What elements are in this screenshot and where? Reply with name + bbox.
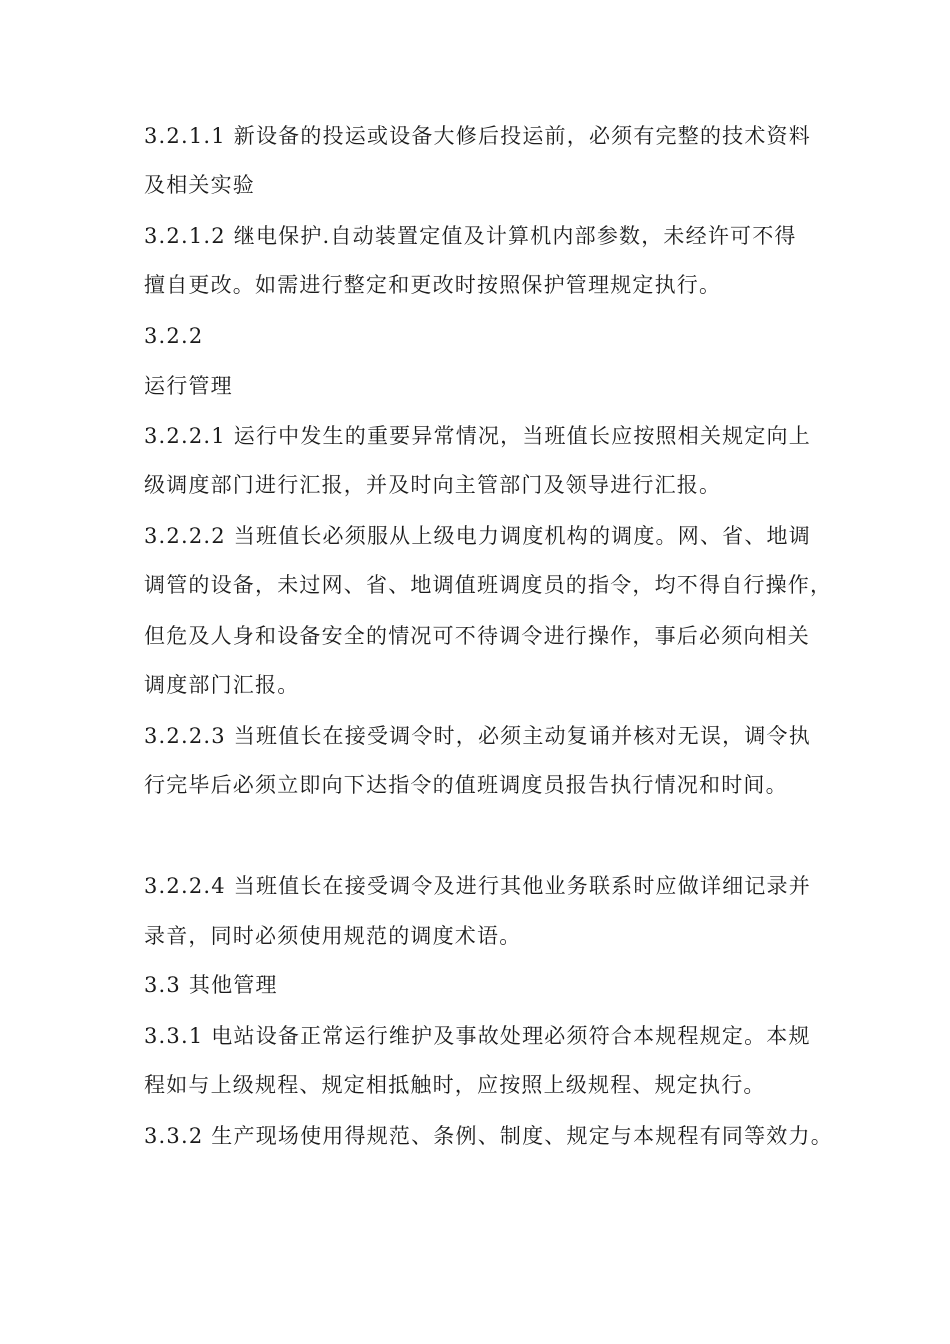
paragraph-line: 擅自更改。如需进行整定和更改时按照保护管理规定执行。 (144, 273, 722, 297)
paragraph-line: 3.2.2.1 运行中发生的重要异常情况，当班值长应按照相关规定向上 (144, 424, 811, 448)
paragraph-line: 3.2.2.3 当班值长在接受调令时，必须主动复诵并核对无误，调令执 (144, 724, 811, 748)
paragraph-line: 程如与上级规程、规定相抵触时，应按照上级规程、规定执行。 (144, 1073, 766, 1097)
paragraph-line: 调度部门汇报。 (144, 673, 300, 697)
paragraph-line: 及相关实验 (144, 173, 255, 197)
paragraph-line: 调管的设备，未过网、省、地调值班调度员的指令，均不得自行操作， (144, 573, 833, 597)
paragraph-line: 3.2.2.4 当班值长在接受调令及进行其他业务联系时应做详细记录并 (144, 874, 811, 898)
paragraph-line: 3.3.1 电站设备正常运行维护及事故处理必须符合本规程规定。本规 (144, 1024, 811, 1048)
paragraph-line: 3.2.1.1 新设备的投运或设备大修后投运前，必须有完整的技术资料 (144, 124, 811, 148)
paragraph-line: 录音，同时必须使用规范的调度术语。 (144, 924, 522, 948)
section-heading: 运行管理 (144, 374, 233, 398)
section-heading: 3.3 其他管理 (144, 973, 278, 997)
section-number: 3.2.2 (144, 324, 204, 348)
paragraph-line: 3.2.2.2 当班值长必须服从上级电力调度机构的调度。网、省、地调 (144, 524, 811, 548)
paragraph-line: 但危及人身和设备安全的情况可不待调令进行操作，事后必须向相关 (144, 624, 810, 648)
paragraph-line: 3.3.2 生产现场使用得规范、条例、制度、规定与本规程有同等效力。 (144, 1124, 833, 1148)
paragraph-line: 3.2.1.2 继电保护.自动装置定值及计算机内部参数，未经许可不得 (144, 224, 797, 248)
paragraph-line: 级调度部门进行汇报，并及时向主管部门及领导进行汇报。 (144, 473, 722, 497)
paragraph-line: 行完毕后必须立即向下达指令的值班调度员报告执行情况和时间。 (144, 773, 788, 797)
